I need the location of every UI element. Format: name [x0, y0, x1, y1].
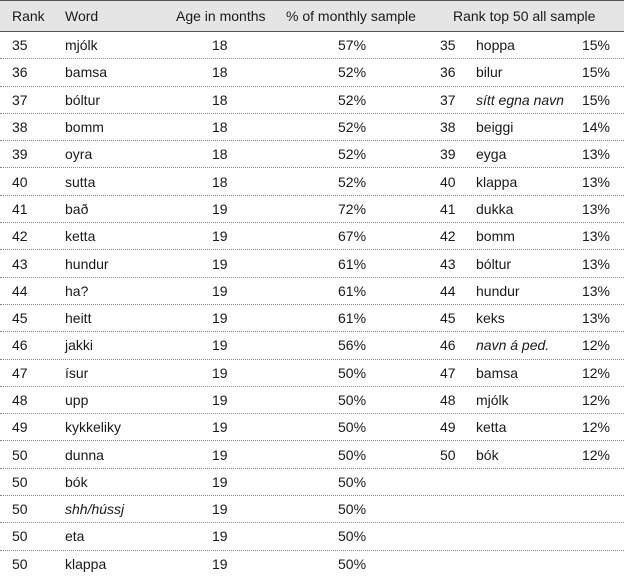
- cell-pct-top: 15%: [581, 64, 610, 81]
- cell-pct-top: 13%: [581, 173, 610, 190]
- cell-word-top: bomm: [476, 228, 515, 245]
- cell-rank-top: 41: [440, 200, 456, 217]
- cell-rank-top: 38: [440, 119, 456, 136]
- cell-age: 19: [212, 501, 228, 518]
- cell-word: eta: [65, 528, 85, 545]
- cell-rank-top: 43: [440, 255, 456, 272]
- cell-rank: 46: [12, 337, 28, 354]
- cell-age: 19: [212, 255, 228, 272]
- cell-pct: 50%: [338, 392, 367, 408]
- cell-word-top: dukka: [476, 200, 514, 217]
- cell-rank: 50: [12, 556, 28, 573]
- cell-pct: 50%: [338, 528, 367, 545]
- cell-rank: 43: [12, 255, 28, 272]
- cell-word: kykkeliky: [65, 419, 122, 436]
- cell-rank-top: 40: [440, 173, 456, 190]
- cell-pct: 50%: [338, 556, 367, 573]
- cell-age: 19: [212, 419, 228, 436]
- cell-age: 19: [212, 310, 228, 327]
- cell-pct-top: 12%: [581, 446, 610, 463]
- cell-rank: 47: [12, 364, 28, 381]
- table-row: [0, 141, 624, 168]
- cell-word: shh/hússj: [65, 501, 125, 518]
- cell-pct: 57%: [338, 37, 367, 54]
- cell-word: upp: [65, 392, 89, 408]
- cell-word: hundur: [65, 255, 109, 272]
- cell-rank-top: 49: [440, 419, 456, 436]
- cell-pct-top: 15%: [581, 37, 610, 54]
- cell-age: 18: [212, 91, 228, 108]
- cell-word-top: bók: [476, 446, 499, 463]
- cell-age: 18: [212, 119, 228, 136]
- table-row: [0, 305, 624, 332]
- cell-pct: 72%: [338, 200, 367, 217]
- cell-rank-top: 44: [440, 282, 456, 299]
- cell-rank: 50: [12, 528, 28, 545]
- table-row: [0, 469, 624, 496]
- cell-rank-top: 46: [440, 337, 456, 354]
- cell-rank: 48: [12, 392, 28, 408]
- cell-word: heitt: [65, 310, 92, 327]
- cell-word: bomm: [65, 119, 104, 136]
- cell-pct-top: 15%: [581, 91, 610, 108]
- cell-word-top: navn á ped.: [476, 337, 550, 354]
- cell-word-top: bilur: [476, 64, 503, 81]
- cell-pct-top: 13%: [581, 200, 610, 217]
- cell-rank-top: 35: [440, 37, 456, 54]
- cell-word: klappa: [65, 556, 107, 573]
- cell-word: bamsa: [65, 64, 108, 81]
- cell-pct-top: 12%: [581, 337, 610, 354]
- table-row: [0, 32, 624, 59]
- cell-pct: 61%: [338, 282, 367, 299]
- table-row: [0, 551, 624, 578]
- cell-rank: 50: [12, 446, 28, 463]
- table-row: [0, 414, 624, 441]
- table-row: [0, 332, 624, 359]
- cell-rank-top: 47: [440, 364, 456, 381]
- cell-pct: 56%: [338, 337, 367, 354]
- table-row: [0, 87, 624, 114]
- cell-pct: 50%: [338, 364, 367, 381]
- table-row: [0, 523, 624, 550]
- header-pct: % of monthly sample: [286, 8, 416, 24]
- cell-pct: 61%: [338, 310, 367, 327]
- cell-word-top: hundur: [476, 282, 520, 299]
- cell-age: 18: [212, 173, 228, 190]
- cell-age: 19: [212, 282, 228, 299]
- cell-age: 19: [212, 473, 228, 490]
- cell-word-top: bóltur: [476, 255, 512, 272]
- cell-word-top: ketta: [476, 419, 507, 436]
- table-row: [0, 250, 624, 277]
- cell-word: ketta: [65, 228, 96, 245]
- cell-rank: 49: [12, 419, 28, 436]
- cell-age: 19: [212, 337, 228, 354]
- cell-rank: 35: [12, 37, 28, 54]
- cell-word: oyra: [65, 146, 93, 163]
- cell-pct: 50%: [338, 419, 367, 436]
- cell-word: dunna: [65, 446, 104, 463]
- table-body: [0, 32, 624, 578]
- table-row: [0, 168, 624, 195]
- cell-rank-top: 36: [440, 64, 456, 81]
- cell-word: jakki: [65, 337, 94, 354]
- table-row: [0, 223, 624, 250]
- cell-word: bað: [65, 200, 89, 217]
- cell-rank: 50: [12, 473, 28, 490]
- cell-pct: 50%: [338, 473, 367, 490]
- cell-rank: 45: [12, 310, 28, 327]
- cell-age: 19: [212, 528, 228, 545]
- cell-word-top: keks: [476, 310, 505, 327]
- cell-pct: 50%: [338, 501, 367, 518]
- cell-word-top: mjólk: [476, 392, 509, 408]
- table-row: [0, 360, 624, 387]
- cell-pct: 52%: [338, 173, 367, 190]
- cell-age: 19: [212, 364, 228, 381]
- table-row: [0, 441, 624, 468]
- cell-word: mjólk: [65, 37, 98, 54]
- table-row: [0, 496, 624, 523]
- header-rank: Rank: [12, 8, 45, 24]
- cell-age: 19: [212, 446, 228, 463]
- cell-age: 18: [212, 37, 228, 54]
- cell-rank-top: 45: [440, 310, 456, 327]
- cell-pct: 67%: [338, 228, 367, 245]
- cell-word-top: eyga: [476, 146, 507, 163]
- cell-word-top: sítt egna navn: [476, 91, 564, 108]
- cell-word-top: beiggi: [476, 119, 514, 136]
- cell-rank-top: 39: [440, 146, 456, 163]
- cell-pct-top: 13%: [581, 255, 610, 272]
- table-row: [0, 387, 624, 414]
- cell-word: ha?: [65, 282, 89, 299]
- header-word: Word: [65, 8, 99, 24]
- cell-age: 18: [212, 64, 228, 81]
- cell-rank: 42: [12, 228, 28, 245]
- cell-word: sutta: [65, 173, 96, 190]
- header-age: Age in months: [176, 8, 266, 24]
- cell-word: bók: [65, 473, 88, 490]
- table-row: [0, 196, 624, 223]
- header-rank-top: Rank top 50 all sample: [453, 8, 596, 24]
- cell-pct: 52%: [338, 146, 367, 163]
- cell-word: ísur: [65, 364, 89, 381]
- cell-rank: 39: [12, 146, 28, 163]
- cell-rank: 41: [12, 200, 28, 217]
- cell-word-top: hoppa: [476, 37, 515, 54]
- table-row: [0, 278, 624, 305]
- cell-rank: 50: [12, 501, 28, 518]
- cell-rank: 44: [12, 282, 28, 299]
- cell-age: 19: [212, 556, 228, 573]
- cell-word-top: klappa: [476, 173, 518, 190]
- cell-rank: 37: [12, 91, 28, 108]
- cell-pct: 50%: [338, 446, 367, 463]
- cell-pct: 52%: [338, 64, 367, 81]
- table-row: [0, 114, 624, 141]
- cell-rank-top: 42: [440, 228, 456, 245]
- cell-rank: 38: [12, 119, 28, 136]
- cell-rank: 36: [12, 64, 28, 81]
- cell-pct: 52%: [338, 91, 367, 108]
- cell-pct: 61%: [338, 255, 367, 272]
- cell-pct: 52%: [338, 119, 367, 136]
- cell-word: bóltur: [65, 91, 101, 108]
- cell-age: 19: [212, 228, 228, 245]
- table-header: [0, 0, 624, 32]
- cell-age: 18: [212, 146, 228, 163]
- cell-age: 19: [212, 200, 228, 217]
- cell-pct-top: 12%: [581, 419, 610, 436]
- cell-pct-top: 13%: [581, 228, 610, 245]
- cell-pct-top: 13%: [581, 282, 610, 299]
- cell-pct-top: 12%: [581, 364, 610, 381]
- cell-pct-top: 13%: [581, 146, 610, 163]
- table-row: [0, 59, 624, 86]
- cell-rank-top: 37: [440, 91, 456, 108]
- cell-pct-top: 13%: [581, 310, 610, 327]
- cell-pct-top: 14%: [581, 119, 610, 136]
- cell-word-top: bamsa: [476, 364, 519, 381]
- cell-rank-top: 48: [440, 392, 456, 408]
- cell-rank-top: 50: [440, 446, 456, 463]
- cell-age: 19: [212, 392, 228, 408]
- cell-rank: 40: [12, 173, 28, 190]
- cell-pct-top: 12%: [581, 392, 610, 408]
